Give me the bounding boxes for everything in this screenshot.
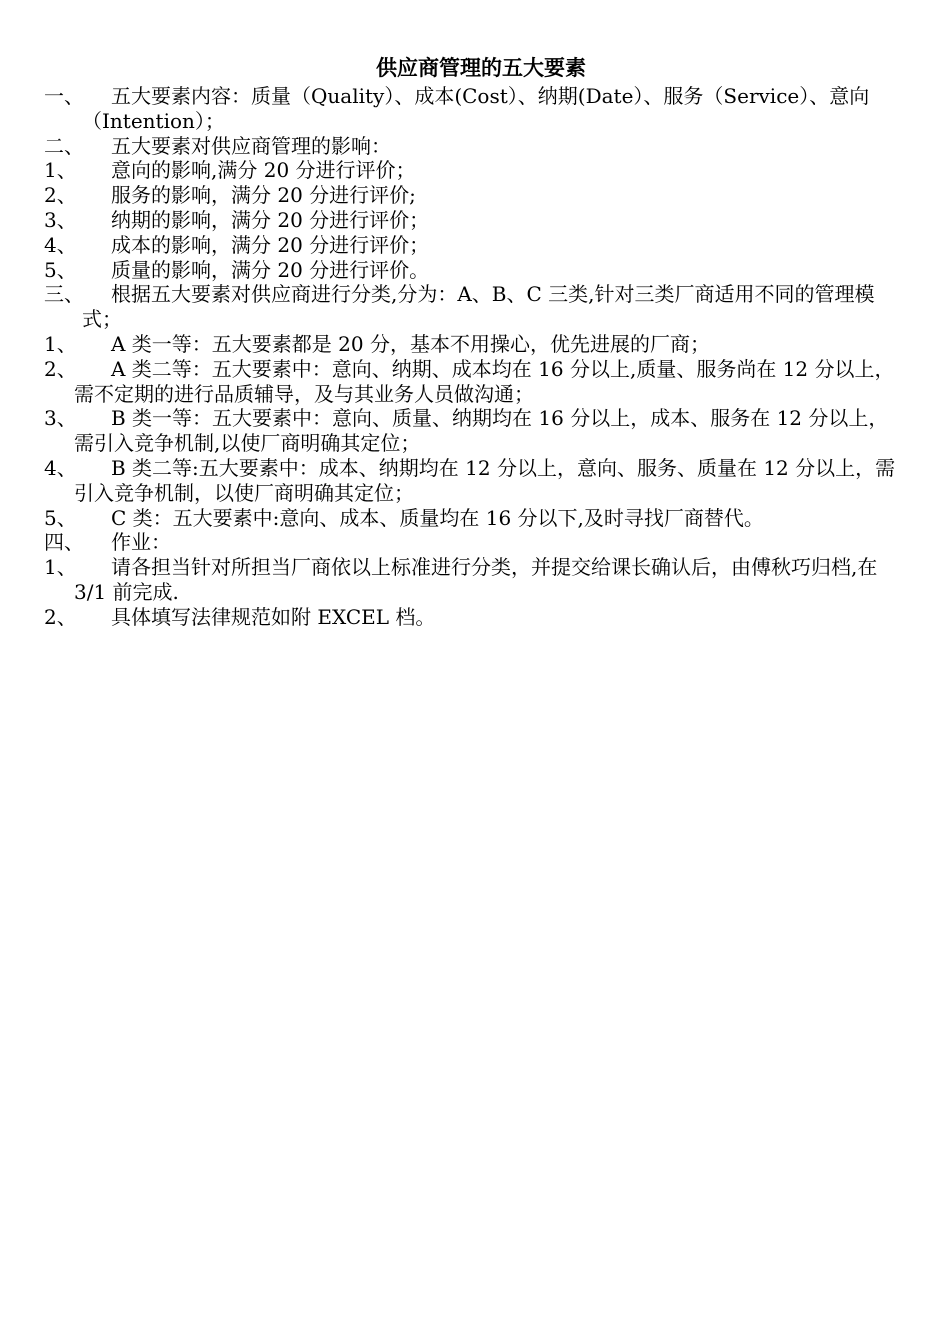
list-item	[44, 506, 906, 531]
list-marker: 5、	[44, 505, 77, 530]
page-title: 供应商管理的五大要素	[376, 55, 586, 80]
list-item	[44, 456, 906, 506]
section-1-elements	[44, 84, 906, 134]
list-item	[44, 233, 906, 258]
list-text: 质量的影响，满分 20 分进行评价。	[111, 257, 430, 282]
list-text: B 类二等:五大要素中：成本、纳期均在 12 分以上，意向、服务、质量在 12 分以上，需引入竞争机制，以使厂商明确其定位；	[74, 455, 896, 505]
list-item	[44, 158, 906, 183]
section-text: 根据五大要素对供应商进行分类,分为：A、B、C 三类,针对三类厂商适用不同的管理模式；	[82, 282, 875, 332]
list-marker: 3、	[44, 207, 77, 232]
list-item	[44, 406, 906, 456]
list-marker: 4、	[44, 232, 77, 257]
list-marker: 1、	[44, 158, 77, 183]
list-marker: 5、	[44, 257, 77, 282]
list-text: B 类一等：五大要素中：意向、质量、纳期均在 16 分以上，成本、服务在 12 分以上，需引入竞争机制,以使厂商明确其定位；	[74, 406, 889, 456]
list-text: 具体填写法律规范如附 EXCEL 档。	[111, 604, 436, 629]
list-text: C 类：五大要素中:意向、成本、质量均在 16 分以下,及时寻找厂商替代。	[111, 505, 764, 530]
list-text: A 类二等：五大要素中：意向、纳期、成本均在 16 分以上,质量、服务尚在 12 分以上，需不定期的进行品质辅导，及与其业务人员做沟通；	[74, 356, 895, 406]
list-marker: 3、	[44, 406, 77, 431]
section-marker: 一、	[44, 84, 84, 108]
list-item	[44, 605, 906, 630]
list-item	[44, 208, 906, 233]
list-text: A 类一等：五大要素都是 20 分，基本不用操心，优先进展的厂商；	[111, 331, 710, 356]
list-text: 请各担当针对所担当厂商依以上标准进行分类，并提交给课长确认后，由傅秋巧归档,在 3/1 前完成.	[74, 555, 878, 604]
list-item	[44, 357, 906, 407]
list-text: 意向的影响,满分 20 分进行评价；	[111, 158, 416, 183]
section-4-tasks	[44, 530, 906, 555]
section-2-influence	[44, 134, 906, 159]
list-marker: 2、	[44, 604, 77, 629]
list-marker: 1、	[44, 555, 77, 580]
list-marker: 4、	[44, 455, 77, 480]
list-marker: 1、	[44, 331, 77, 356]
section-3-classification	[44, 282, 906, 332]
list-text: 成本的影响，满分 20 分进行评价；	[111, 232, 430, 257]
list-text: 纳期的影响，满分 20 分进行评价；	[111, 207, 430, 232]
document-body	[44, 54, 906, 630]
list-marker: 2、	[44, 356, 77, 381]
list-item	[44, 555, 906, 605]
list-item	[44, 332, 906, 357]
section-text: 五大要素内容：质量（Quality）、成本(Cost）、纳期(Date）、服务（Service）、意向（Intention）；	[82, 84, 870, 133]
list-item	[44, 183, 906, 208]
section-marker: 二、	[44, 133, 84, 158]
section-text: 五大要素对供应商管理的影响：	[111, 133, 391, 158]
section-text: 作业：	[111, 530, 171, 555]
list-text: 服务的影响，满分 20 分进行评价;	[111, 183, 416, 208]
section-marker: 三、	[44, 282, 84, 307]
section-marker: 四、	[44, 530, 84, 555]
list-item	[44, 258, 906, 283]
list-marker: 2、	[44, 183, 77, 208]
